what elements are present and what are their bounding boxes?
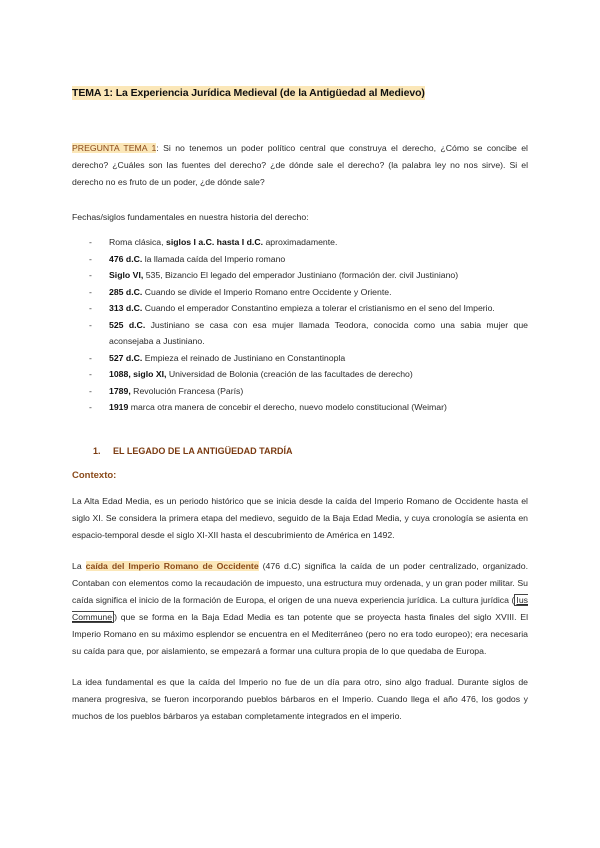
question-paragraph (72, 140, 528, 191)
bullet-dash: - (89, 286, 92, 297)
date-item (72, 317, 528, 350)
paragraph-idea-fundamental: La idea fundamental es que la caída del Imperio no fue de un día para otro, sino algo fradual. Durante siglos de manera progresiva, se fueron incorporando pueblos bárbaros en el Imperio. Cuando llega el año 476, los godos y muchos de los pueblos bárbaros ya estaban completamente integrados en el imperio. (72, 676, 528, 721)
p2-a: La (72, 560, 86, 571)
paragraph-alta-edad-media: La Alta Edad Media, es un periodo histórico que se inicia desde la caída del Imperio Romano de Occidente hasta el siglo XI. Se considera la primera etapa del medievo, seguido de la Baja Edad Media, y cuya cronología se asienta en espacio-temporal desde el siglo XI-XII hasta el descubrimiento de América en 1492. (72, 495, 528, 540)
date-label: 1088, siglo XI, (109, 369, 167, 379)
date-label: 1789, (109, 385, 131, 396)
date-item (72, 300, 528, 317)
date-label: siglos I a.C. hasta I d.C. (165, 237, 264, 247)
bullet-dash: - (89, 402, 92, 412)
date-text: Empieza el reinado de Justiniano en Constantinopla (142, 352, 346, 363)
date-label: Siglo VI, (109, 270, 144, 280)
date-item (72, 399, 528, 416)
bullet-dash: - (89, 352, 92, 363)
page-title: TEMA 1: La Experiencia Jurídica Medieval (de la Antigüedad al Medievo) (72, 87, 425, 99)
title-wrap (72, 84, 528, 101)
date-label: 313 d.C. (109, 303, 143, 313)
bullet-dash: - (89, 270, 92, 280)
bullet-dash: - (89, 369, 92, 379)
date-item (72, 267, 528, 284)
section-title: EL LEGADO DE LA ANTIGÜEDAD TARDÍA (113, 445, 293, 456)
date-item (72, 366, 528, 383)
date-item (72, 284, 528, 301)
date-text: la llamada caída del Imperio romano (142, 253, 286, 264)
date-pre: Roma clásica, (109, 237, 166, 247)
question-text: : Si no tenemos un poder político central que construya el derecho, ¿Cómo se concibe el derecho? ¿Cuáles son las fuentes del derecho? ¿de dónde sale el derecho? (la palabra ley no nos sirve). Si el derecho no es fruto de un poder, ¿de dónde sale? (72, 143, 528, 187)
bullet-dash: - (89, 253, 92, 264)
p2-c: (476 d.C) significa la caída de un poder centralizado, organizado. Contaban con elementos como la recaudación de impuesto, una estructura muy ordenada, y un gran poder militar. Su caída significa el inicio de la formación de Europa, el origen de una nueva experiencia jurídica. La cultura jurídica ( (72, 560, 529, 605)
section-heading (93, 446, 528, 456)
p2-ius-commune: Ius Commune (72, 594, 528, 622)
p2-e: ) que se forma en la Baja Edad Media es tan potente que se proyecta hasta finales del siglo XVIII. El Imperio Romano en su máximo esplendor se encuentra en el Mediterráneo (pero no era todo europeo); era necesaria su caída para que, por aislamiento, se empezará a formar una cultura propia de lo que quedaba de Europa. (72, 611, 528, 656)
date-label: 476 d.C. (109, 253, 143, 264)
date-text: Cuando se divide el Imperio Romano entre Occidente y Oriente. (142, 286, 392, 297)
date-label: 1919 (109, 402, 129, 412)
paragraph-caida-imperio (72, 558, 528, 660)
date-label: 525 d.C. (109, 319, 146, 330)
bullet-dash: - (89, 303, 92, 313)
date-item (72, 350, 528, 367)
question-label: PREGUNTA TEMA 1 (72, 143, 157, 153)
bullet-dash: - (89, 385, 92, 396)
date-item (72, 251, 528, 268)
dates-list (72, 234, 528, 416)
date-text: aproximadamente. (263, 237, 338, 247)
context-heading: Contexto: (72, 469, 117, 481)
date-text: Justiniano se casa con esa mujer llamada Teodora, conocida como una sabia mujer que aconsejaba a Justiniano. (109, 319, 528, 346)
section-number: 1. (93, 445, 101, 456)
bullet-dash: - (89, 319, 92, 330)
date-item (72, 234, 528, 251)
p2-highlight: caída del Imperio Romano de Occidente (85, 560, 259, 571)
date-text: 535, Bizancio El legado del emperador Justiniano (formación der. civil Justiniano) (143, 270, 459, 280)
date-label: 285 d.C. (109, 286, 143, 297)
bullet-dash: - (89, 237, 92, 247)
dates-heading: Fechas/siglos fundamentales en nuestra historia del derecho: (72, 212, 309, 222)
date-text: Revolución Francesa (París) (130, 385, 244, 396)
date-text: Cuando el emperador Constantino empieza a tolerar el cristianismo en el seno del Imperio. (142, 303, 495, 313)
date-text: marca otra manera de concebir el derecho, nuevo modelo constitucional (Weimar) (128, 402, 447, 412)
date-label: 527 d.C. (109, 352, 143, 363)
date-item (72, 383, 528, 400)
date-text: Universidad de Bolonia (creación de las facultades de derecho) (166, 369, 413, 379)
